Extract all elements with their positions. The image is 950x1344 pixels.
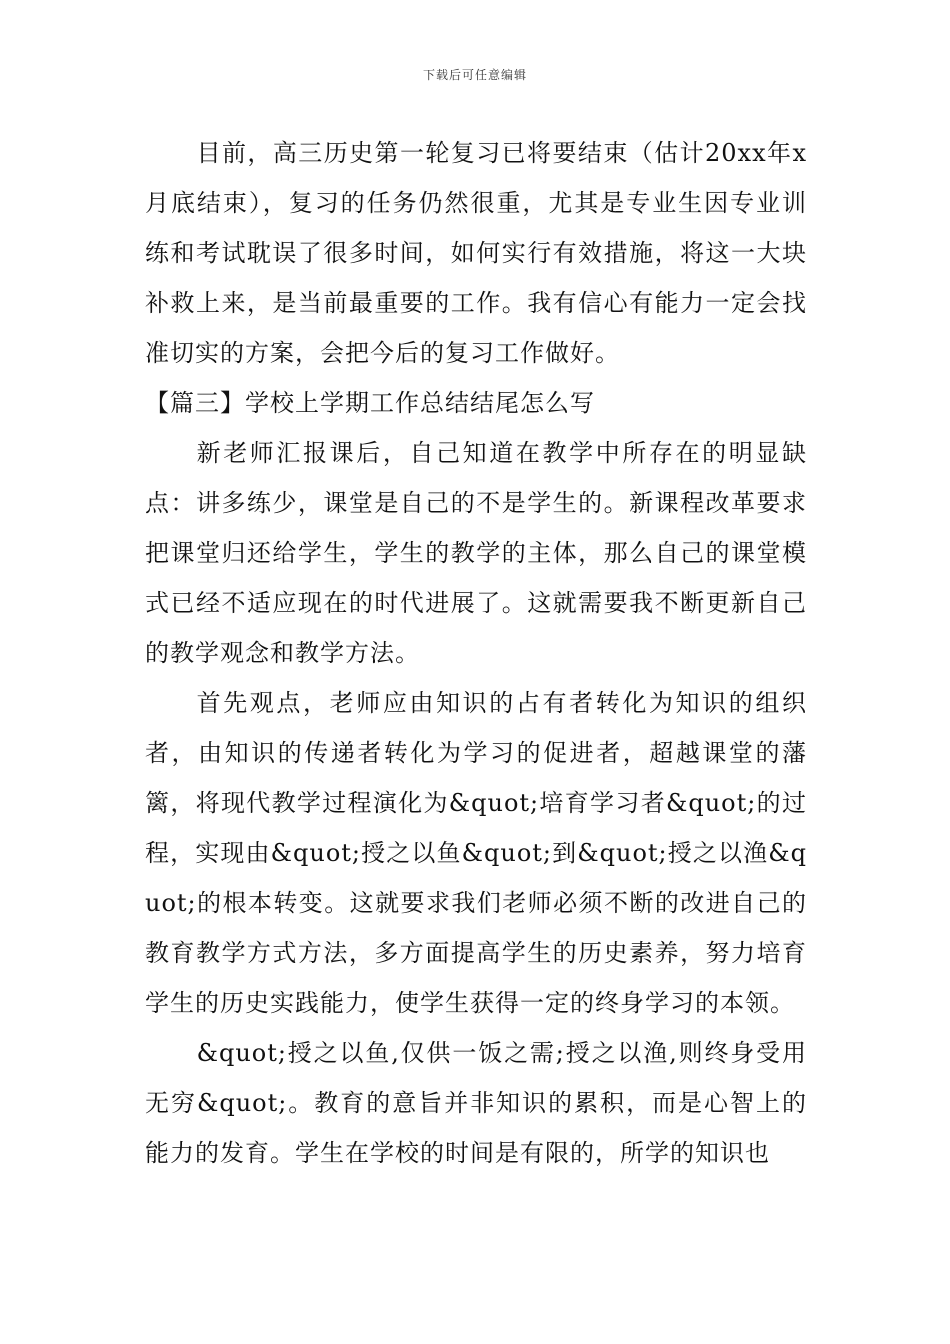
paragraph-teacher-role: 首先观点，老师应由知识的占有者转化为知识的组织者，由知识的传递者转化为学习的促进者，超越课堂的藩篱，将现代教学过程演化为&quot;培育学习者&quot;的过程，实现由&quot;授之以鱼&quot;到&quot;授之以渔&quot;的根本转变。这就要求我们老师必须不断的改进自己的教育教学方式方法，多方面提高学生的历史素养，努力培育学生的历史实践能力，使学生获得一定的终身学习的本领。 — [145, 689, 807, 1017]
section-heading: 【篇三】学校上学期工作总结结尾怎么写 — [145, 389, 595, 417]
page-header-note: 下载后可任意编辑 — [422, 68, 527, 82]
paragraph-teaching-reflection: 新老师汇报课后，自己知道在教学中所存在的明显缺点：讲多练少，课堂是自己的不是学生的。新课程改革要求把课堂归还给学生，学生的教学的主体，那么自己的课堂模式已经不适应现在的时代进展了。这就需要我不断更新自己的教学观念和教学方法。 — [145, 439, 807, 667]
paragraph-lifelong-learning: &quot;授之以鱼,仅供一饭之需;授之以渔,则终身受用无穷&quot;。教育的意旨并非知识的累积，而是心智上的能力的发育。学生在学校的时间是有限的，所学的知识也 — [145, 1039, 807, 1167]
document-body — [145, 128, 807, 1178]
paragraph-review-plan: 目前，高三历史第一轮复习已将要结束（估计20xx年x月底结束），复习的任务仍然很重，尤其是专业生因专业训练和考试耽误了很多时间，如何实行有效措施，将这一大块补救上来，是当前最重要的工作。我有信心有能力一定会找准切实的方案，会把今后的复习工作做好。 — [145, 139, 807, 367]
